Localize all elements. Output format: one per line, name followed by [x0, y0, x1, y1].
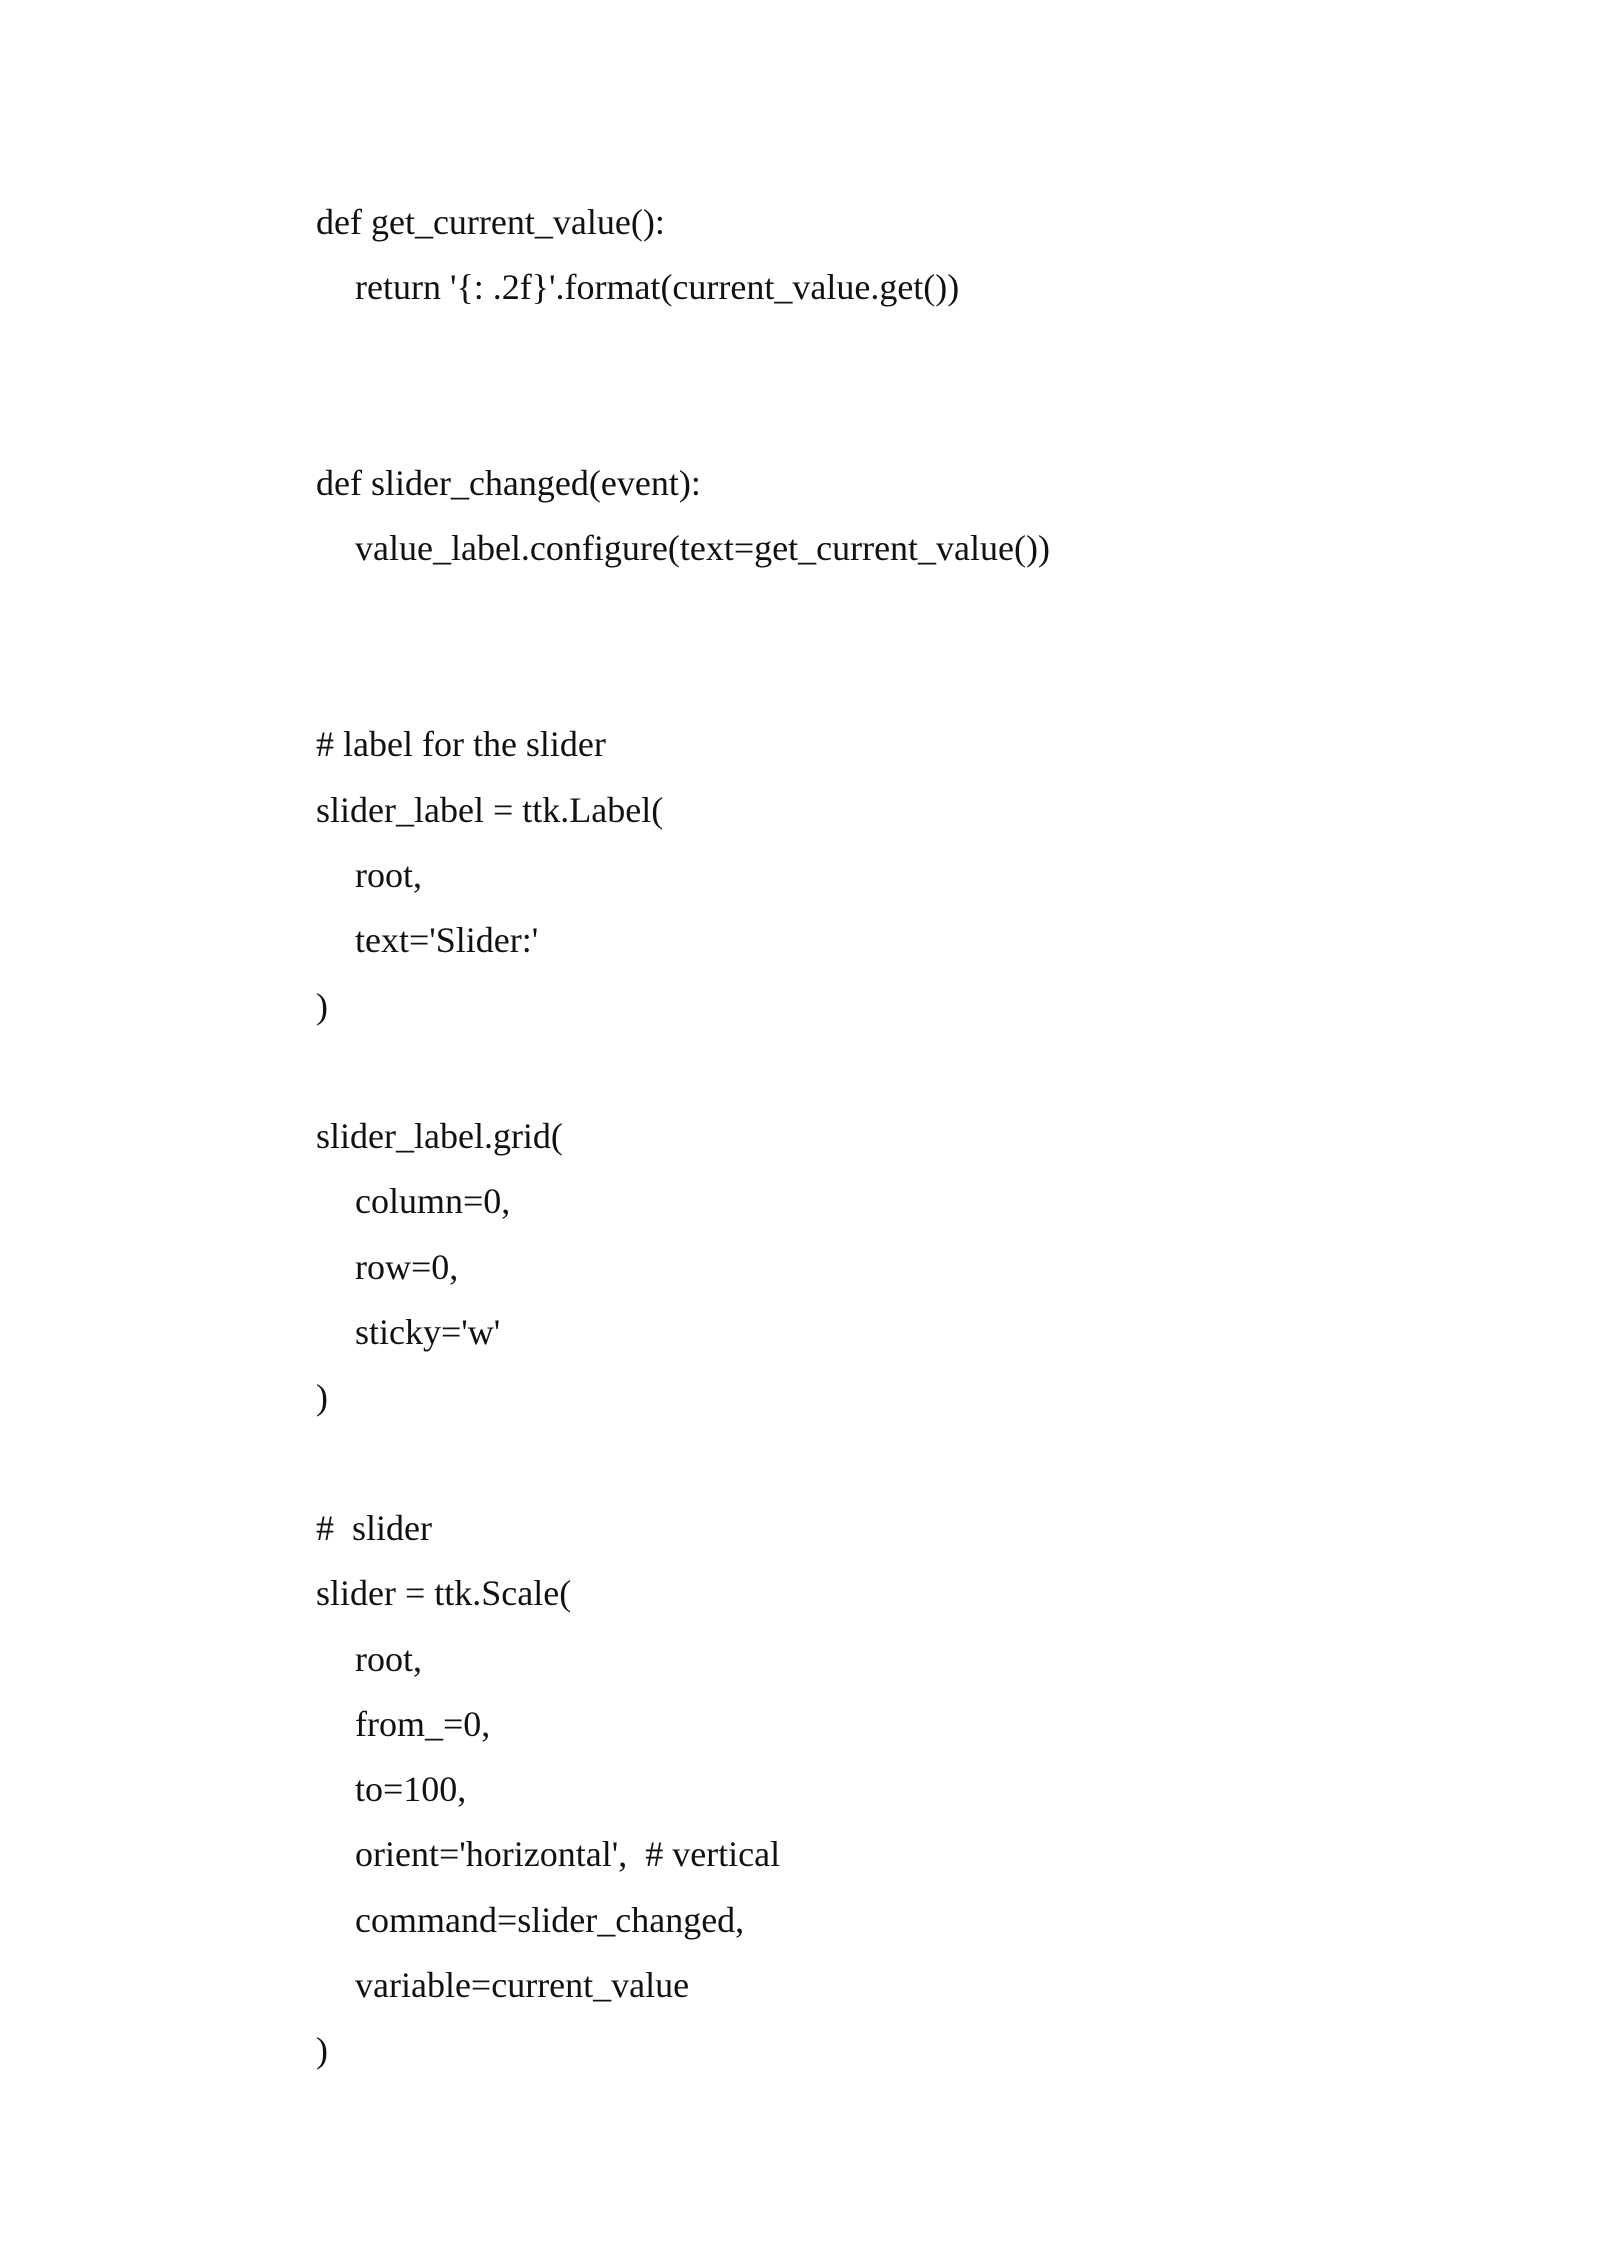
blank-line: [316, 386, 1050, 451]
code-line: text='Slider:': [355, 920, 539, 961]
code-line: row=0,: [355, 1246, 459, 1287]
code-line: # label for the slider: [316, 724, 606, 765]
code-line: root,: [355, 1638, 422, 1679]
code-line: value_label.configure(text=get_current_value()): [355, 528, 1050, 569]
code-line: slider = ttk.Scale(: [316, 1573, 572, 1614]
code-line: to=100,: [355, 1769, 467, 1810]
code-line: command=slider_changed,: [355, 1899, 745, 1940]
code-line: from_=0,: [355, 1703, 491, 1744]
blank-line: [316, 321, 1050, 386]
code-line: root,: [355, 854, 422, 895]
code-line: orient='horizontal', # vertical: [355, 1834, 781, 1875]
code-line: column=0,: [355, 1181, 511, 1222]
code-line: variable=current_value: [355, 1965, 690, 2006]
code-line: slider_label = ttk.Label(: [316, 789, 664, 830]
blank-line: [316, 1431, 1050, 1496]
code-line: ): [316, 2030, 328, 2071]
blank-line: [316, 582, 1050, 647]
code-line: ): [316, 985, 328, 1026]
code-line: sticky='w': [355, 1312, 501, 1353]
code-line: ): [316, 1377, 328, 1418]
code-line: return '{: .2f}'.format(current_value.get()): [355, 267, 960, 308]
code-line: def get_current_value():: [316, 202, 665, 242]
code-block: [316, 190, 1050, 2084]
code-line: slider_label.grid(: [316, 1116, 563, 1157]
blank-line: [316, 1039, 1050, 1104]
code-line: # slider: [316, 1507, 432, 1548]
blank-line: [316, 647, 1050, 712]
code-line: def slider_changed(event):: [316, 463, 701, 504]
